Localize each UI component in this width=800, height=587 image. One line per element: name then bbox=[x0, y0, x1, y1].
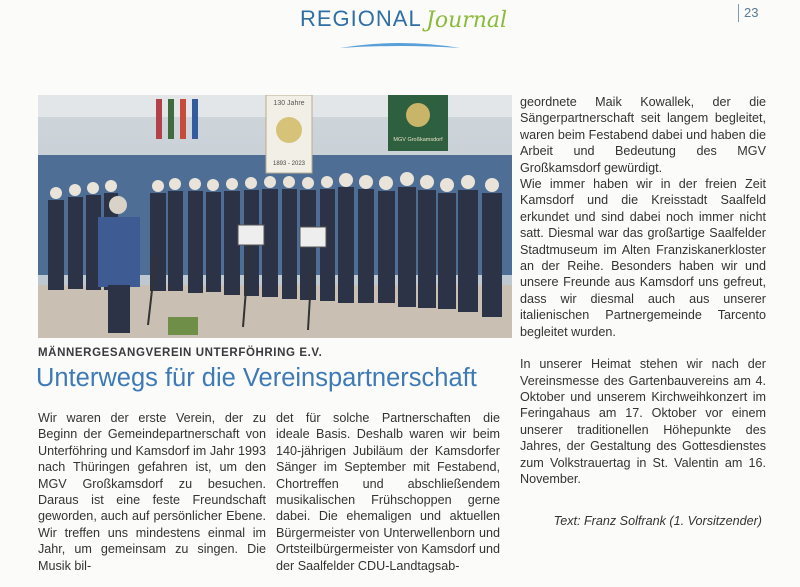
article-signature: Text: Franz Solfrank (1. Vorsitzender) bbox=[553, 514, 762, 529]
article-paragraph: Wir waren der erste Verein, der zu Beginn der Gemeindepartnerschaft von Unterföhring und Kamsdorf im Jahr 1993 nach Thüringen gefahren ist, um den MGV Großkamsdorf zu besuchen. Daraus ist eine feste Freundschaft geworden, auch auf persönlicher Ebene. Wir treffen uns mindestens einmal im Jahr, um gemeinsam zu singen. Die Musik bil- bbox=[38, 411, 266, 573]
article-column-1 bbox=[38, 410, 266, 574]
choir-photo bbox=[38, 95, 512, 338]
page-number: 23 bbox=[738, 4, 758, 22]
paragraph-gap bbox=[520, 487, 766, 503]
paragraph-gap bbox=[520, 340, 766, 356]
banner-left-years: 1893 - 2023 bbox=[272, 161, 306, 167]
article-column-3 bbox=[520, 94, 766, 530]
masthead-wave-icon bbox=[300, 36, 500, 56]
article-kicker: MÄNNERGESANGVEREIN UNTERFÖHRING E.V. bbox=[38, 347, 323, 359]
masthead-journal: Journal bbox=[426, 8, 508, 33]
banner-left-title: 130 Jahre bbox=[273, 100, 305, 107]
article-headline: Unterwegs für die Vereinspartnerschaft bbox=[36, 364, 477, 392]
article-column-2 bbox=[276, 410, 500, 574]
article-paragraph: In unserer Heimat stehen wir nach der Vereinsmesse des Gartenbauvereins am 4. Oktober und unserem Kirchweihkonzert im Feringahaus am 17. Oktober vor einem unserer traditionellen Höhepunkte des Jahres, der Gestaltung des Gottesdienstes zum Volkstrauertag in St. Valentin am 16. November. bbox=[520, 357, 766, 486]
article-paragraph: geordnete Maik Kowallek, der die Sängerpartnerschaft seit langem begleitet, waren beim Festabend dabei und haben die Arbeit und Bedeutung des MGV Großkamsdorf gewürdigt. bbox=[520, 95, 766, 175]
article-paragraph: det für solche Partnerschaften die ideale Basis. Deshalb waren wir beim 140-jährigen Jubiläum der Kamsdorfer Sänger im September mit Festabend, Chortreffen und abschließendem musikalischen Frühschoppen gerne dabei. Die ehemaligen und aktuellen Bürgermeister von Unterwellenborn und Ortsteilbürgermeister von Kamsdorf und der Saalfelder CDU-Landtagsab- bbox=[276, 411, 500, 573]
banner-right-text: MGV Großkamsdorf bbox=[393, 137, 443, 143]
masthead-regional: REGIONAL bbox=[300, 6, 422, 31]
masthead-logo bbox=[300, 6, 510, 58]
article-paragraph: Wie immer haben wir in der freien Zeit Kamsdorf und die Kreisstadt Saalfeld erkundet und sind dabei noch immer nicht satt. Diesmal war das großartige Saalfelder Stadtmuseum im Alten Franziskanerkloster an der Reihe. Besonders haben wir und unsere Freunde aus Kamsdorf uns gefreut, dass wir diesmal auch aus unserer italienischen Partnergemeinde Tarcento begleitet wurden. bbox=[520, 177, 766, 339]
